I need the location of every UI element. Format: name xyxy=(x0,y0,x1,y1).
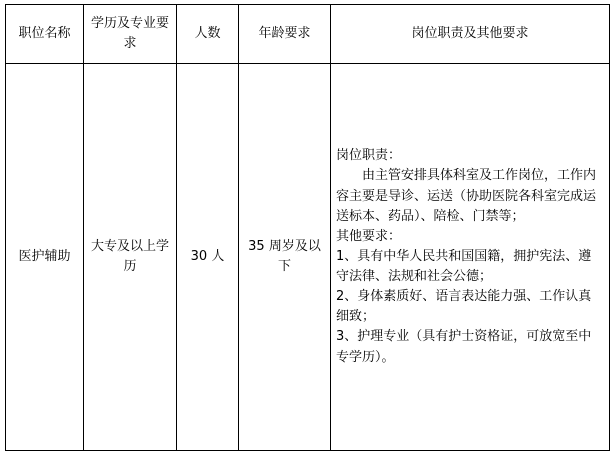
document-page xyxy=(0,4,615,449)
column-header-education: 学历及专业要求 xyxy=(84,5,177,64)
column-header-job-title: 职位名称 xyxy=(6,5,84,64)
duty-item-1: 1、具有中华人民共和国国籍，拥护宪法、遵守法律、法规和社会公德； xyxy=(336,248,592,285)
column-header-duties: 岗位职责及其他要求 xyxy=(331,5,610,64)
table-body xyxy=(6,64,610,451)
table-header xyxy=(6,5,610,64)
cell-count: 30 人 xyxy=(177,64,239,451)
duty-item-3: 3、护理专业（具有护士资格证，可放宽至中专学历）。 xyxy=(336,329,592,365)
cell-job-title: 医护辅助 xyxy=(6,64,84,451)
cell-education: 大专及以上学历 xyxy=(84,64,177,451)
duty-heading-other: 其他要求： xyxy=(336,228,402,244)
job-requirements-table xyxy=(5,4,610,451)
column-header-count: 人数 xyxy=(177,5,239,64)
duty-heading-responsibilities: 岗位职责： xyxy=(336,148,402,164)
duty-item-2: 2、身体素质好、语言表达能力强、工作认真细致； xyxy=(336,289,592,325)
column-header-age: 年龄要求 xyxy=(239,5,331,64)
duty-text-responsibilities: 由主管安排具体科室及工作岗位，工作内容主要是导诊、运送（协助医院各科室完成运送标本、药品）、陪检、门禁等； xyxy=(336,168,597,224)
table-row xyxy=(6,64,610,451)
cell-duties xyxy=(331,64,610,451)
table-header-row xyxy=(6,5,610,64)
cell-age: 35 周岁及以下 xyxy=(239,64,331,451)
